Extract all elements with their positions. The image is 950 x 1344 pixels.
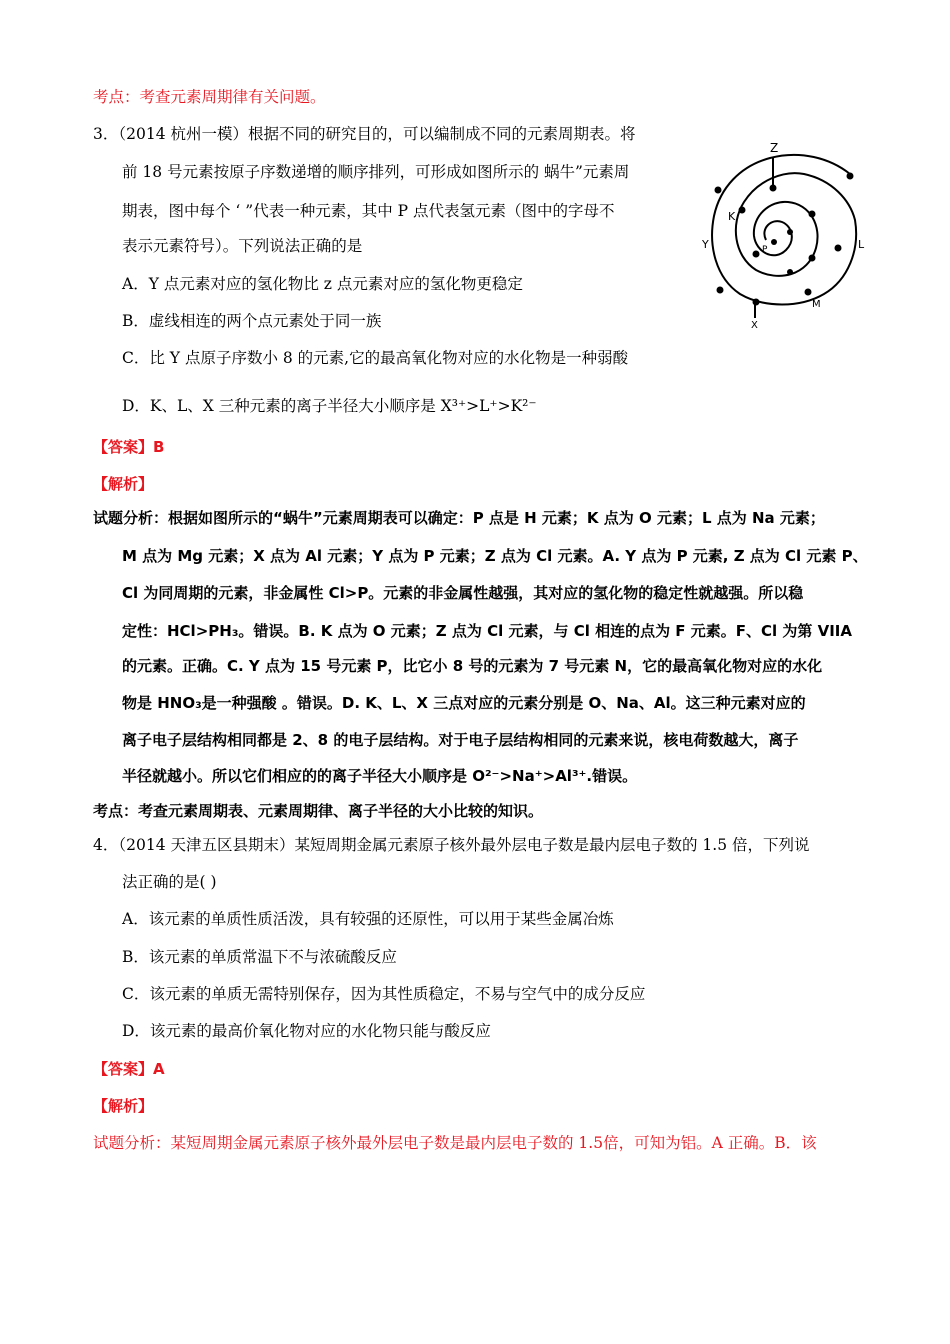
q3-option-d: D．K、L、X 三种元素的离子半径大小顺序是 X³⁺>L⁺>K²⁻ [122, 397, 537, 415]
q4-answer: 【答案】A [93, 1060, 165, 1078]
dot [753, 299, 760, 306]
q3-analysis-line-5: 的元素。正确。C. Y 点为 15 号元素 P，比它小 8 号的元素为 7 号元素 N，它的最高氧化物对应的水化 [122, 657, 823, 675]
q3-analysis-line-1: 试题分析：根据如图所示的“蜗牛”元素周期表可以确定：P 点是 H 元素；K 点为 O 元素；L 点为 Na 元素； [93, 509, 825, 527]
q3-analysis-line-7: 离子电子层结构相同都是 2、8 的电子层结构。对于电子层结构相同的元素来说，核电荷数越大，离子 [122, 731, 799, 749]
q3-analysis-line-4: 定性：HCl>PH₃。错误。B. K 点为 O 元素；Z 点为 Cl 元素，与 Cl 相连的点为 F 元素。F、Cl 为第 VIIA [122, 622, 852, 640]
label-p: P [762, 245, 768, 255]
q3-analysis-line-8: 半径就越小。所以它们相应的的离子半径大小顺序是 O²⁻>Na⁺>Al³⁺.错误。 [122, 767, 638, 785]
label-l: L [858, 238, 865, 251]
dot [809, 211, 816, 218]
label-m: M [812, 299, 821, 310]
q3-option-c: C．比 Y 点原子序数小 8 的元素,它的最高氧化物对应的水化物是一种弱酸 [122, 349, 629, 367]
q3-answer: 【答案】B [93, 438, 165, 456]
q3-analysis-line-3: Cl 为同周期的元素，非金属性 Cl>P。元素的非金属性越强，其对应的氢化物的稳定性就越强。所以稳 [122, 584, 804, 602]
dot-l [835, 245, 842, 252]
dot-p [771, 239, 777, 245]
q4-analysis-line-1: 试题分析：某短周期金属元素原子核外最外层电子数是最内层电子数的 1.5倍，可知为铝。A 正确。B．该 [93, 1134, 817, 1152]
q3-stem-line-3: 期表，图中每个 ‘ ”代表一种元素，其中 P 点代表氢元素（图中的字母不 [122, 202, 615, 220]
q3-kaodian: 考点：考查元素周期表、元素周期律、离子半径的大小比较的知识。 [93, 802, 544, 820]
q4-stem-line-2: 法正确的是( ) [122, 873, 217, 891]
q3-stem-line-2: 前 18 号元素按原子序数递增的顺序排列，可形成如图所示的 蜗牛”元素周 [122, 163, 630, 181]
dot-k [739, 207, 746, 214]
q3-stem-line-1: 3．（2014 杭州一模）根据不同的研究目的，可以编制成不同的元素周期表。将 [93, 125, 636, 143]
snail-periodic-table-diagram [700, 130, 870, 330]
q3-option-a: A．Y 点元素对应的氢化物比 z 点元素对应的氢化物更稳定 [122, 275, 523, 293]
q4-stem-line-1: 4．（2014 天津五区县期末）某短周期金属元素原子核外最外层电子数是最内层电子数的 1.5 倍，下列说 [93, 836, 810, 854]
dot-z [770, 185, 777, 192]
label-x: X [751, 320, 758, 330]
q3-stem-line-4: 表示元素符号）。下列说法正确的是 [122, 237, 363, 255]
top-note: 考点：考查元素周期律有关问题。 [93, 88, 326, 106]
q3-analysis-line-6: 物是 HNO₃是一种强酸 。错误。D. K、L、X 三点对应的元素分别是 O、Na、Al。这三种元素对应的 [122, 694, 806, 712]
label-z: Z [770, 141, 779, 155]
dot [787, 269, 793, 275]
dot [715, 187, 722, 194]
dot [717, 287, 724, 294]
q4-option-b: B．该元素的单质常温下不与浓硫酸反应 [122, 948, 397, 966]
dot [753, 251, 760, 258]
dot [809, 255, 816, 262]
q4-option-d: D．该元素的最高价氧化物对应的水化物只能与酸反应 [122, 1022, 491, 1040]
spiral-path [712, 155, 856, 305]
q4-option-a: A．该元素的单质性质活泼，具有较强的还原性，可以用于某些金属冶炼 [122, 910, 614, 928]
label-k: K [728, 210, 736, 223]
q3-analysis-label: 【解析】 [93, 475, 154, 493]
q3-analysis-line-2: M 点为 Mg 元素；X 点为 Al 元素；Y 点为 P 元素；Z 点为 Cl 元素。A. Y 点为 P 元素, Z 点为 Cl 元素 P、 [122, 547, 868, 565]
dot [787, 229, 793, 235]
dot [847, 173, 854, 180]
label-y: Y [702, 238, 709, 251]
q4-option-c: C．该元素的单质无需特别保存，因为其性质稳定，不易与空气中的成分反应 [122, 985, 646, 1003]
q3-option-b: B．虚线相连的两个点元素处于同一族 [122, 312, 382, 330]
q4-analysis-label: 【解析】 [93, 1097, 154, 1115]
dot-m [805, 289, 812, 296]
